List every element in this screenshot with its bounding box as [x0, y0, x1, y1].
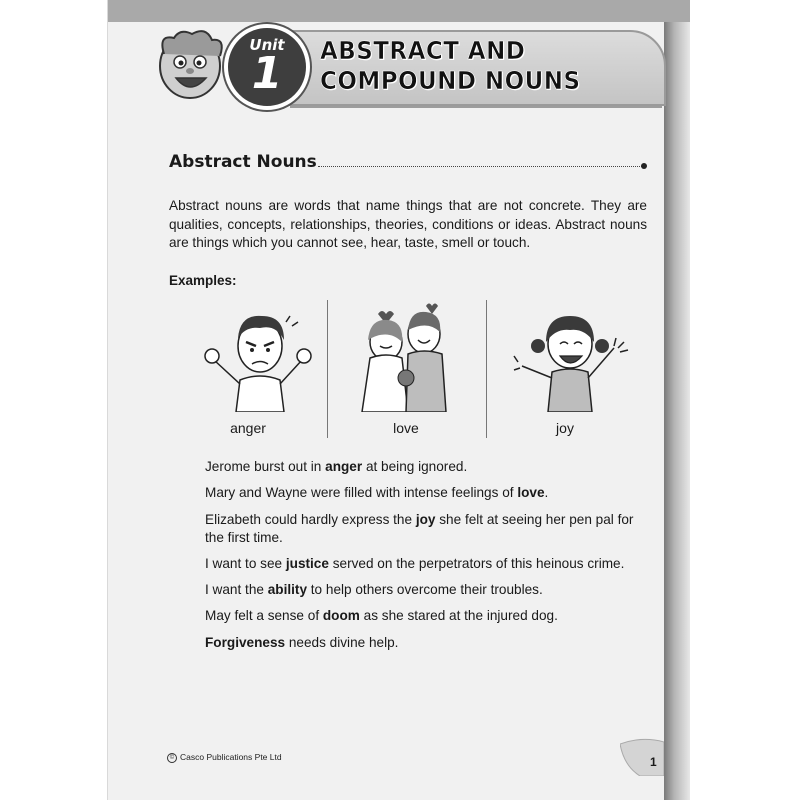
unit-number: 1: [251, 48, 283, 99]
example-sentences: [205, 458, 650, 660]
example-divider: [327, 300, 328, 438]
example-caption-joy: joy: [556, 420, 574, 436]
example-sentence: Jerome burst out in anger at being ignored.: [205, 459, 468, 474]
top-bar: [108, 0, 690, 22]
unit-banner: [150, 22, 660, 102]
example-divider: [486, 300, 487, 438]
example-sentence: I want the ability to help others overcome their troubles.: [205, 582, 543, 598]
copyright-notice: [167, 752, 282, 763]
page-number: 1: [650, 755, 657, 769]
unit-badge: [224, 24, 310, 110]
page-title-line-1: ABSTRACT AND: [320, 36, 526, 65]
abstract-noun: ability: [267, 582, 307, 598]
copyright-text: Casco Publications Pte Ltd: [180, 752, 282, 762]
example-sentence: Mary and Wayne were filled with intense feelings of love.: [205, 485, 549, 501]
example-sentence: May felt a sense of doom as she stared at the injured dog.: [205, 608, 558, 624]
abstract-noun: love: [517, 485, 545, 501]
page-title-line-2: COMPOUND NOUNS: [320, 66, 581, 95]
abstract-noun: doom: [322, 608, 360, 624]
angry-boy-illustration-icon: [200, 302, 320, 412]
abstract-noun: Forgiveness: [205, 634, 286, 650]
unit-label: Unit: [249, 36, 285, 54]
abstract-noun: justice: [285, 555, 329, 571]
example-caption-love: love: [393, 420, 419, 436]
abstract-noun: joy: [415, 511, 436, 527]
example-sentence: Forgiveness needs divine help.: [205, 634, 399, 650]
page-number-tab-icon: [620, 736, 664, 776]
example-caption-anger: anger: [230, 420, 266, 436]
page-edge-shadow: [664, 0, 690, 800]
examples-label: Examples:: [169, 273, 237, 288]
example-sentence: Elizabeth could hardly express the joy she felt at seeing her pen pal for the first time.: [205, 511, 634, 545]
happy-girl-illustration-icon: [512, 302, 632, 412]
intro-paragraph: Abstract nouns are words that name things that are not concrete. They are qualities, concepts, relationships, theories, conditions or ideas. Abstract nouns are things which you cannot see, hear, taste, smell or touch.: [169, 198, 647, 250]
heading-dotted-rule: [318, 166, 642, 167]
abstract-noun: anger: [325, 459, 363, 474]
example-sentence: I want to see justice served on the perpetrators of this heinous crime.: [205, 555, 625, 571]
section-heading: Abstract Nouns: [169, 152, 317, 172]
copyright-icon: ©: [167, 753, 177, 763]
bride-and-groom-illustration-icon: [348, 302, 468, 412]
heading-rule-dot: [641, 163, 647, 169]
